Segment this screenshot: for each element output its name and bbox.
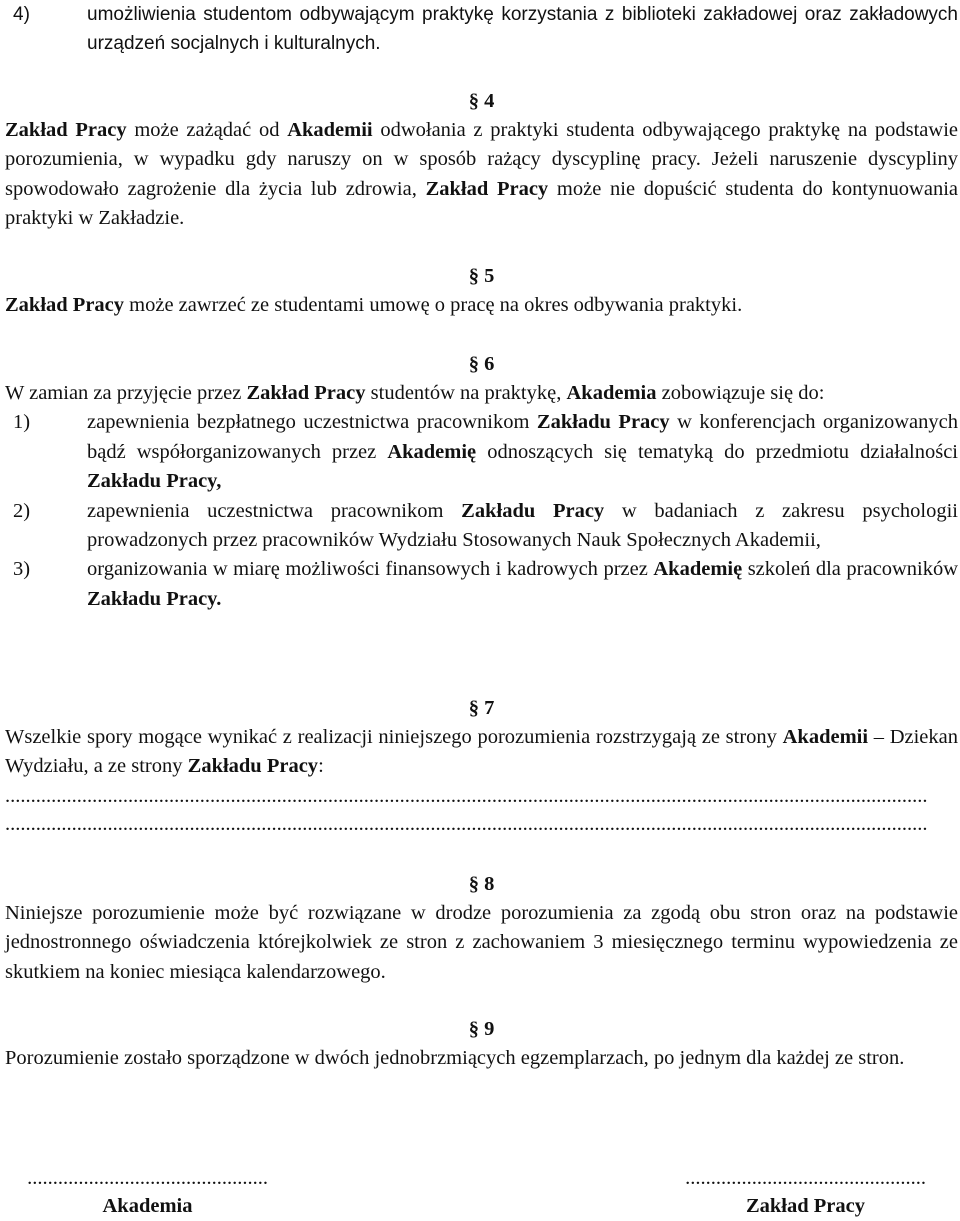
list-item-text	[87, 555, 958, 614]
paragraph-text: Wszelkie spory mogące wynikać z realizacji niniejszego porozumienia rozstrzygają ze strony	[5, 726, 783, 748]
paragraph-text: W zamian za przyjęcie przez	[5, 382, 247, 404]
signature-akademia	[5, 1164, 290, 1221]
section-5-paragraph	[5, 291, 958, 320]
party-name: Zakład Pracy	[5, 294, 125, 316]
party-name: Zakład Pracy	[425, 177, 549, 200]
list-number: 2)	[13, 499, 31, 522]
section-7-heading: § 7	[468, 697, 495, 719]
section-4-paragraph	[5, 116, 958, 234]
list-number: 4)	[13, 4, 30, 25]
section-6	[5, 350, 958, 614]
list-text-part: organizowania w miarę możliwości finansowych i kadrowych przez	[87, 558, 654, 581]
paragraph-text: odwołania z praktyki studenta odbywającego praktykę na podstawie porozumienia, w wypadku gdy naruszy on w sposób rażący dyscyplinę pracy. Jeżeli naruszenie dyscypliny spowodowało zagrożenie dla życia lub zdrowia,	[5, 119, 958, 200]
fill-in-dots-line: ....................................................................................................................................................................................	[5, 812, 928, 835]
list-item-text	[87, 497, 958, 556]
paragraph-text: może zażądać od	[126, 119, 288, 141]
party-name: Zakładu Pracy	[187, 755, 319, 778]
section-4-heading: § 4	[468, 90, 495, 112]
list-text-part: .	[216, 587, 222, 610]
section-9-heading: § 9	[468, 1018, 495, 1040]
signature-label: Akademia	[102, 1195, 193, 1217]
party-name: Akademii	[782, 726, 869, 748]
paragraph-text: zobowiązuje się do:	[656, 382, 825, 404]
section-8	[5, 870, 958, 987]
list-text-part: w konferencjach organizowanych bądź współorganizowanych przez	[87, 411, 959, 463]
list-item-text: umożliwienia studentom odbywającym praktykę korzystania z biblioteki zakładowej oraz zakładowych urządzeń socjalnych i kulturalnych.	[87, 4, 958, 55]
signature-label: Zakład Pracy	[745, 1195, 866, 1217]
paragraph-text: studentów na praktykę,	[365, 382, 567, 404]
section-6-paragraph	[5, 379, 958, 408]
party-name: Zakład Pracy	[5, 119, 127, 141]
party-name: Zakładu Pracy	[536, 411, 670, 434]
list-text-part: zapewnienia bezpłatnego uczestnictwa pracownikom	[87, 411, 537, 434]
party-name: Akademię	[387, 440, 477, 463]
signature-zaklad-pracy	[663, 1164, 948, 1221]
signature-line: ...............................................	[685, 1167, 926, 1189]
party-name: Akademia	[566, 382, 657, 404]
section-7-paragraph	[5, 723, 958, 782]
signature-line: ...............................................	[27, 1167, 268, 1189]
section-9	[5, 1015, 958, 1073]
list-item-3	[5, 555, 958, 614]
party-name: Zakładu Pracy	[461, 499, 605, 522]
list-number: 1)	[13, 411, 31, 434]
list-item-2	[5, 497, 958, 556]
section-7	[5, 694, 958, 838]
list-item-text	[87, 408, 958, 496]
signature-area	[5, 1164, 958, 1219]
fill-in-dots-line: ....................................................................................................................................................................................	[5, 784, 928, 807]
paragraph-text: :	[318, 755, 324, 778]
party-name: Zakład Pracy	[246, 382, 366, 404]
list-item-1	[5, 408, 958, 496]
section-4	[5, 87, 958, 234]
list-text-part: odnoszących się tematyką do przedmiotu działalności	[476, 440, 958, 463]
list-text-part: zapewnienia uczestnictwa pracownikom	[87, 499, 462, 522]
section-5-heading: § 5	[468, 265, 495, 287]
section-9-paragraph: Porozumienie zostało sporządzone w dwóch jednobrzmiących egzemplarzach, po jednym dla każdej ze stron.	[5, 1047, 905, 1069]
section-6-heading: § 6	[468, 353, 495, 375]
paragraph-text: – Dziekan Wydziału, a ze strony	[5, 726, 958, 778]
section-8-paragraph: Niniejsze porozumienie może być rozwiązane w drodze porozumienia za zgodą obu stron oraz na podstawie jednostronnego oświadczenia którejkolwiek ze stron z zachowaniem 3 miesięcznego terminu wypowiedzenia ze skutkiem na koniec miesiąca kalendarzowego.	[5, 902, 958, 983]
list-item-4	[5, 0, 958, 59]
list-text-part: w badaniach z zakresu psychologii prowadzonych przez pracowników Wydziału Stosowanych Nauk Społecznych Akademii,	[87, 499, 959, 552]
list-number: 3)	[13, 558, 31, 581]
party-name: Akademię	[653, 558, 743, 581]
party-name: Zakładu Pracy,	[87, 470, 222, 493]
list-text-part: szkoleń dla pracowników	[742, 558, 958, 581]
paragraph-text: może zawrzeć ze studentami umowę o pracę na okres odbywania praktyki.	[124, 294, 743, 316]
party-name: Zakładu Pracy	[87, 587, 217, 610]
section-5	[5, 262, 958, 320]
party-name: Akademii	[287, 119, 373, 141]
section-8-heading: § 8	[468, 873, 495, 895]
paragraph-text: może nie dopuścić studenta do kontynuowania praktyki w Zakładzie.	[5, 177, 958, 230]
